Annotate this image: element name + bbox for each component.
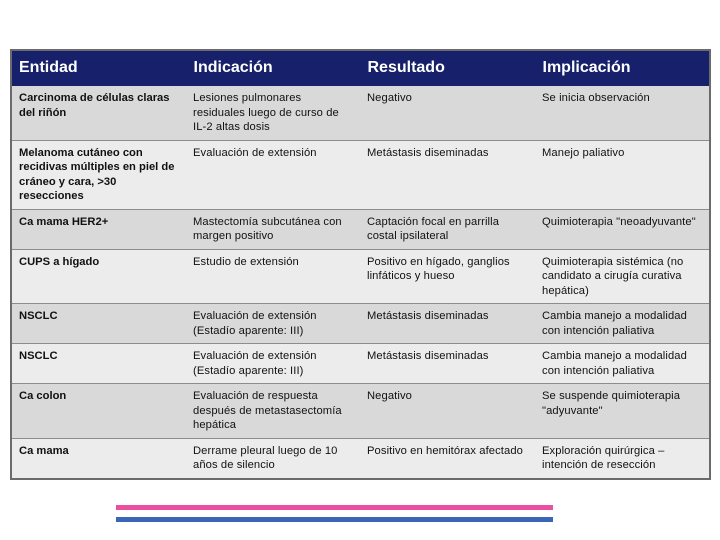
cell-indicacion: Evaluación de extensión <box>186 140 360 209</box>
cell-implicacion: Cambia manejo a modalidad con intención paliativa <box>535 344 710 384</box>
cell-entidad: Ca mama HER2+ <box>11 209 186 249</box>
table-row <box>11 209 710 249</box>
cell-resultado: Positivo en hemitórax afectado <box>360 438 535 479</box>
header-indicacion: Indicación <box>186 50 360 86</box>
cell-entidad: Ca colon <box>11 384 186 439</box>
cell-resultado: Metástasis diseminadas <box>360 140 535 209</box>
cell-indicacion: Estudio de extensión <box>186 249 360 304</box>
table-row <box>11 140 710 209</box>
cell-indicacion: Derrame pleural luego de 10 años de silencio <box>186 438 360 479</box>
results-table <box>10 49 711 480</box>
table-row <box>11 384 710 439</box>
cell-entidad: CUPS a hígado <box>11 249 186 304</box>
cell-entidad: Ca mama <box>11 438 186 479</box>
cell-implicacion: Se suspende quimioterapia "adyuvante" <box>535 384 710 439</box>
accent-bar-blue <box>116 517 553 522</box>
table-row <box>11 304 710 344</box>
table-header-row <box>11 50 710 86</box>
cell-entidad: NSCLC <box>11 344 186 384</box>
cell-indicacion: Lesiones pulmonares residuales luego de curso de IL-2 altas dosis <box>186 86 360 141</box>
table-row <box>11 438 710 479</box>
cell-indicacion: Evaluación de extensión (Estadío aparente: III) <box>186 344 360 384</box>
cell-indicacion: Evaluación de extensión (Estadío aparente: III) <box>186 304 360 344</box>
cell-resultado: Captación focal en parrilla costal ipsilateral <box>360 209 535 249</box>
cell-implicacion: Quimioterapia sistémica (no candidato a cirugía curativa hepática) <box>535 249 710 304</box>
cell-indicacion: Mastectomía subcutánea con margen positivo <box>186 209 360 249</box>
cell-implicacion: Exploración quirúrgica – intención de resección <box>535 438 710 479</box>
cell-resultado: Metástasis diseminadas <box>360 304 535 344</box>
table-row <box>11 249 710 304</box>
cell-implicacion: Se inicia observación <box>535 86 710 141</box>
table-row <box>11 86 710 141</box>
cell-implicacion: Manejo paliativo <box>535 140 710 209</box>
cell-resultado: Negativo <box>360 384 535 439</box>
cell-implicacion: Cambia manejo a modalidad con intención paliativa <box>535 304 710 344</box>
cell-entidad: Carcinoma de células claras del riñón <box>11 86 186 141</box>
cell-entidad: NSCLC <box>11 304 186 344</box>
accent-bar-pink <box>116 505 553 510</box>
cell-resultado: Metástasis diseminadas <box>360 344 535 384</box>
header-resultado: Resultado <box>360 50 535 86</box>
header-implicacion: Implicación <box>535 50 710 86</box>
cell-resultado: Negativo <box>360 86 535 141</box>
cell-resultado: Positivo en hígado, ganglios linfáticos y hueso <box>360 249 535 304</box>
cell-indicacion: Evaluación de respuesta después de metastasectomía hepática <box>186 384 360 439</box>
table-row <box>11 344 710 384</box>
cell-entidad: Melanoma cutáneo con recidivas múltiples en piel de cráneo y cara, >30 resecciones <box>11 140 186 209</box>
header-entidad: Entidad <box>11 50 186 86</box>
cell-implicacion: Quimioterapia "neoadyuvante" <box>535 209 710 249</box>
